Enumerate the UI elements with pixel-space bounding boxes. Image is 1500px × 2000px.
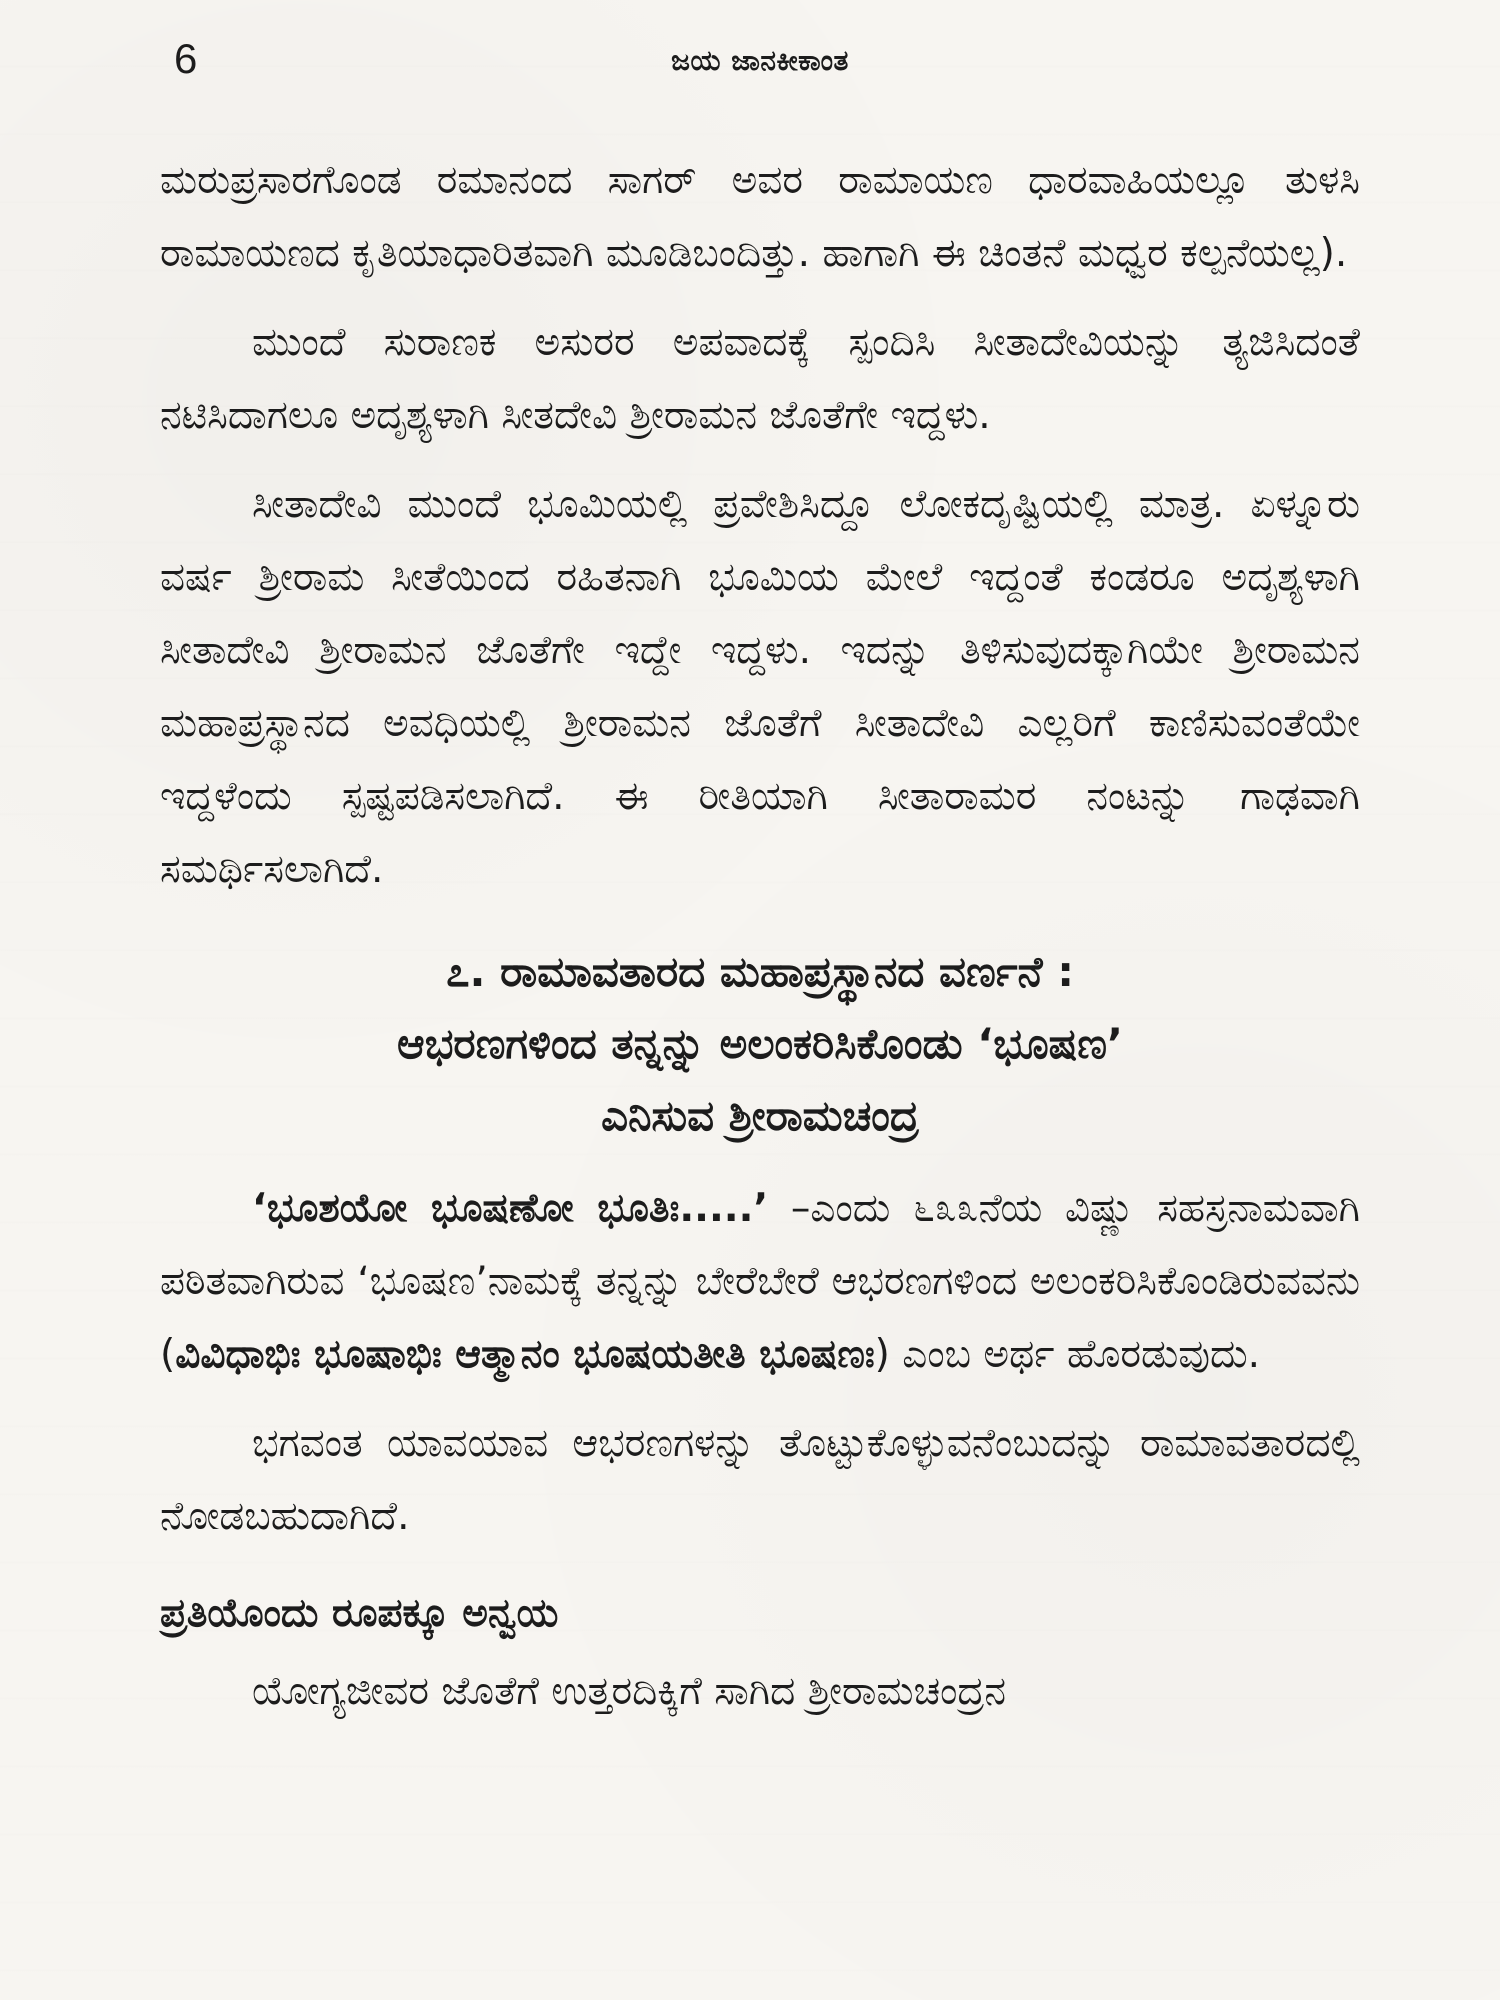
paragraph-4 — [160, 1172, 1360, 1391]
sanskrit-definition: ವಿವಿಧಾಭಿಃ ಭೂಷಾಭಿಃ ಆತ್ಮಾನಂ ಭೂಷಯತೀತಿ ಭೂಷಣಃ — [175, 1332, 875, 1377]
page-number: 6 — [174, 35, 198, 82]
page-content — [160, 144, 1360, 1728]
section-heading — [160, 936, 1360, 1152]
subheading: ಪ್ರತಿಯೊಂದು ರೂಪಕ್ಕೂ ಅನ್ವಯ — [160, 1591, 559, 1636]
paragraph-3: ಸೀತಾದೇವಿ ಮುಂದೆ ಭೂಮಿಯಲ್ಲಿ ಪ್ರವೇಶಿಸಿದ್ದೂ ಲೋಕದೃಷ್ಟಿಯಲ್ಲಿ ಮಾತ್ರ. ಏಳ್ನೂರು ವರ್ಷ ಶ್ರೀರಾಮ ಸೀತೆಯಿಂದ ರಹಿತನಾಗಿ ಭೂಮಿಯ ಮೇಲೆ ಇದ್ದಂತೆ ಕಂಡರೂ ಅದೃಶ್ಯಳಾಗಿ ಸೀತಾದೇವಿ ಶ್ರೀರಾಮನ ಜೊತೆಗೇ ಇದ್ದೇ ಇದ್ದಳು. ಇದನ್ನು ತಿಳಿಸುವುದಕ್ಕಾಗಿಯೇ ಶ್ರೀರಾಮನ ಮಹಾಪ್ರಸ್ಥಾನದ ಅವಧಿಯಲ್ಲಿ ಶ್ರೀರಾಮನ ಜೊತೆಗೆ ಸೀತಾದೇವಿ ಎಲ್ಲರಿಗೆ ಕಾಣಿಸುವಂತೆಯೇ ಇದ್ದಳೆಂದು ಸ್ಪಷ್ಟಪಡಿಸಲಾಗಿದೆ. ಈ ರೀತಿಯಾಗಿ ಸೀತಾರಾಮರ ನಂಟನ್ನು ಗಾಢವಾಗಿ ಸಮರ್ಥಿಸಲಾಗಿದೆ. — [160, 482, 1360, 892]
paragraph-5: ಭಗವಂತ ಯಾವಯಾವ ಆಭರಣಗಳನ್ನು ತೊಟ್ಟುಕೊಳ್ಳುವನೆಂಬುದನ್ನು ರಾಮಾವತಾರದಲ್ಲಿ ನೋಡಬಹುದಾಗಿದೆ. — [160, 1421, 1360, 1539]
running-title: ಜಯ ಜಾನಕೀಕಾಂತ — [671, 44, 849, 77]
paragraph-1: ಮರುಪ್ರಸಾರಗೊಂಡ ರಮಾನಂದ ಸಾಗರ್ ಅವರ ರಾಮಾಯಣ ಧಾರವಾಹಿಯಲ್ಲೂ ತುಳಸಿ ರಾಮಾಯಣದ ಕೃತಿಯಾಧಾರಿತವಾಗಿ ಮೂಡಿಬಂದಿತ್ತು. ಹಾಗಾಗಿ ಈ ಚಿಂತನೆ ಮಧ್ವರ ಕಲ್ಪನೆಯಲ್ಲ). — [160, 158, 1360, 276]
section-heading-line-3: ಎನಿಸುವ ಶ್ರೀರಾಮಚಂದ್ರ — [601, 1091, 919, 1140]
section-heading-line-1: ೭. ರಾಮಾವತಾರದ ಮಹಾಪ್ರಸ್ಥಾನದ ವರ್ಣನೆ : — [446, 947, 1074, 996]
section-heading-line-2: ಆಭರಣಗಳಿಂದ ತನ್ನನ್ನು ಅಲಂಕರಿಸಿಕೊಂಡು ‘ಭೂಷಣ’ — [397, 1019, 1123, 1068]
paragraph-2: ಮುಂದೆ ಸುರಾಣಕ ಅಸುರರ ಅಪವಾದಕ್ಕೆ ಸ್ಪಂದಿಸಿ ಸೀತಾದೇವಿಯನ್ನು ತ್ಯಜಿಸಿದಂತೆ ನಟಿಸಿದಾಗಲೂ ಅದೃಶ್ಯಳಾಗಿ ಸೀತದೇವಿ ಶ್ರೀರಾಮನ ಜೊತೆಗೇ ಇದ್ದಳು. — [160, 320, 1360, 438]
sahasranama-quote: ‘ಭೂಶಯೋ ಭೂಷಣೋ ಭೂತಿಃ.....’ — [252, 1186, 769, 1231]
paragraph-6: ಯೋಗ್ಯಜೀವರ ಜೊತೆಗೆ ಉತ್ತರದಿಕ್ಕಿಗೆ ಸಾಗಿದ ಶ್ರೀರಾಮಚಂದ್ರನ — [252, 1669, 1007, 1714]
paragraph-4-text: –ಎಂದು ೬೩೩ನೆಯ ವಿಷ್ಣು ಸಹಸ್ರನಾಮವಾಗಿ ಪಠಿತವಾಗಿರುವ ‘ಭೂಷಣ’ನಾಮಕ್ಕೆ ತನ್ನನ್ನು ಬೇರೆಬೇರೆ ಆಭರಣಗಳಿಂದ ಅಲಂಕರಿಸಿಕೊಂಡಿರುವವನು ( — [160, 1186, 1360, 1377]
page-header — [160, 35, 1360, 102]
paragraph-4-ending: ) ಎಂಬ ಅರ್ಥ ಹೊರಡುವುದು. — [874, 1332, 1261, 1377]
